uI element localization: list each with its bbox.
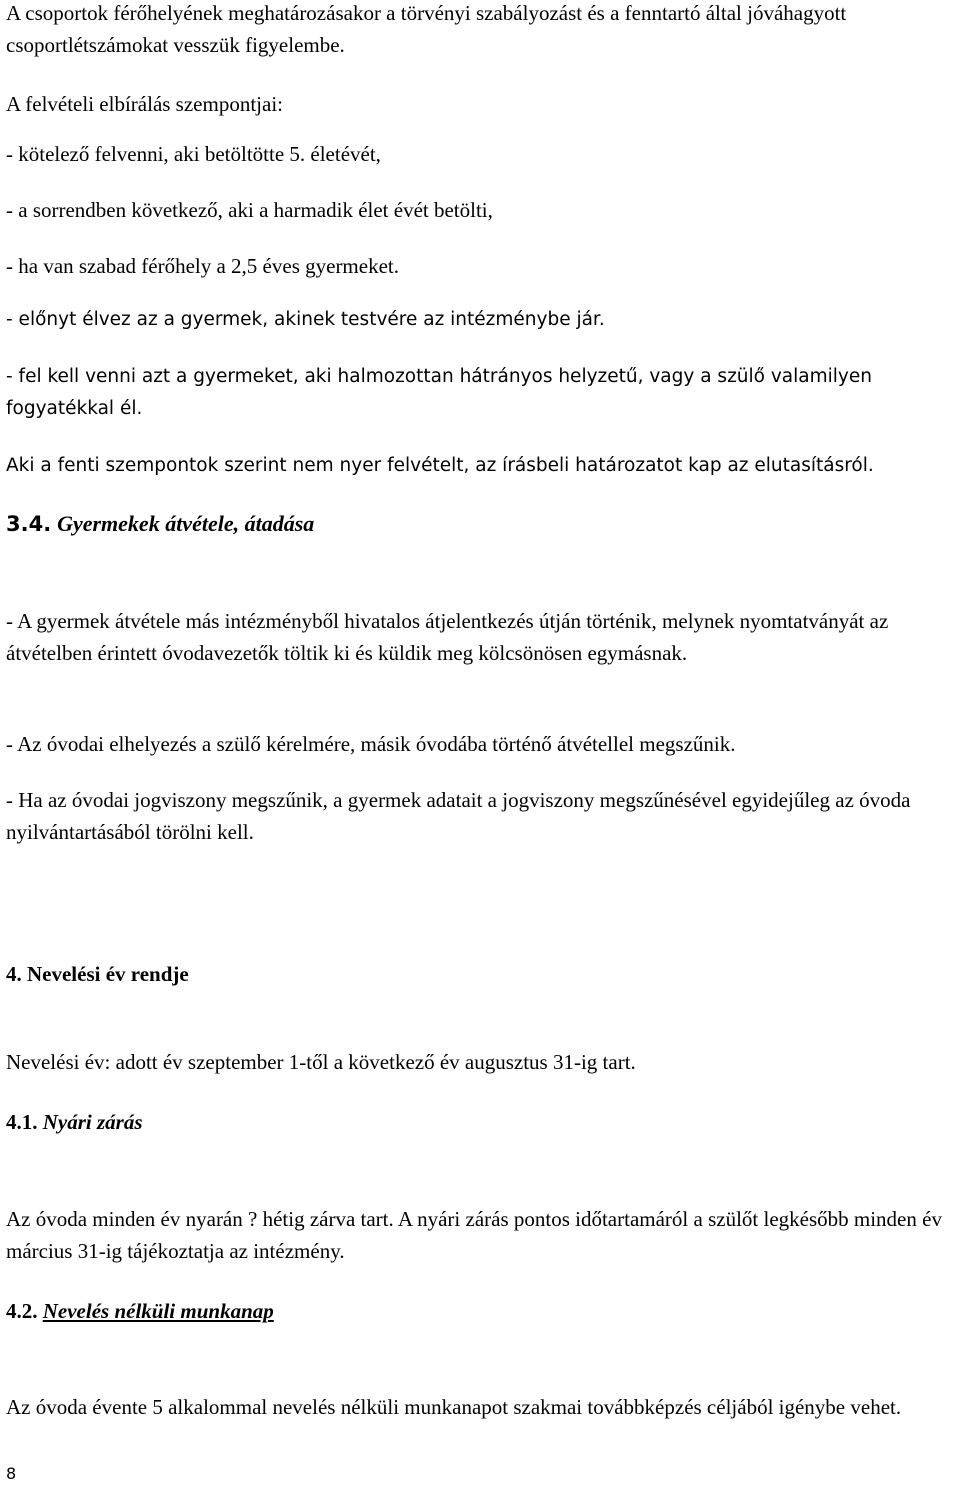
workday-paragraph: Az óvoda évente 5 alkalommal nevelés nélküli munkanapot szakmai továbbképzés céljából igénybe vehet. (6, 1395, 902, 1419)
section-title: Gyermekek átvétele, átadása (57, 511, 315, 536)
transfer-paragraph: - Ha az óvodai jogviszony megszűnik, a gyermek adatait a jogviszony megszűnésével egyidejűleg az óvoda nyilvántartásából törölni kell. (6, 788, 911, 844)
criterion-item: - fel kell venni azt a gyermeket, aki halmozottan hátrányos helyzetű, vagy a szülő valamilyen fogyatékkal él. (6, 366, 872, 419)
rejection-paragraph: Aki a fenti szempontok szerint nem nyer felvételt, az írásbeli határozatot kap az elutasításról. (6, 455, 874, 476)
page-number: 8 (6, 1464, 17, 1483)
summer-closure-paragraph: Az óvoda minden év nyarán ? hétig zárva tart. A nyári zárás pontos időtartamáról a szülőt legkésőbb minden év március 31-ig tájékoztatja az intézmény. (6, 1207, 942, 1263)
school-year-paragraph: Nevelési év: adott év szeptember 1-től a következő év augusztus 31-ig tart. (6, 1050, 636, 1074)
section-heading-4-1 (6, 1106, 143, 1138)
criteria-title: A felvételi elbírálás szempontjai: (6, 92, 283, 116)
section-title: Nyári zárás (42, 1110, 143, 1134)
section-heading-4-2 (6, 1295, 274, 1327)
criterion-item: - kötelező felvenni, aki betöltötte 5. életévét, (6, 142, 381, 166)
section-number: 4.2. (6, 1299, 38, 1323)
section-heading-4: 4. Nevelési év rendje (6, 962, 189, 986)
transfer-paragraph: - A gyermek átvétele más intézményből hivatalos átjelentkezés útján történik, melynek nyomtatványát az átvételben érintett óvodavezetők töltik ki és küldik meg kölcsönösen egymásnak. (6, 609, 889, 665)
intro-paragraph: A csoportok férőhelyének meghatározásakor a törvényi szabályozást és a fenntartó által jóváhagyott csoportlétszámokat vesszük figyelembe. (6, 1, 847, 57)
criterion-item: - ha van szabad férőhely a 2,5 éves gyermeket. (6, 254, 399, 278)
section-heading-3-4 (6, 508, 314, 542)
criterion-item: - előnyt élvez az a gyermek, akinek testvére az intézménybe jár. (6, 309, 605, 330)
section-title: Nevelés nélküli munkanap (42, 1299, 274, 1323)
section-number: 3.4. (6, 512, 52, 536)
transfer-paragraph: - Az óvodai elhelyezés a szülő kérelmére, másik óvodába történő átvétellel megszűnik. (6, 732, 736, 756)
section-number: 4.1. (6, 1110, 38, 1134)
criterion-item: - a sorrendben következő, aki a harmadik élet évét betölti, (6, 198, 493, 222)
